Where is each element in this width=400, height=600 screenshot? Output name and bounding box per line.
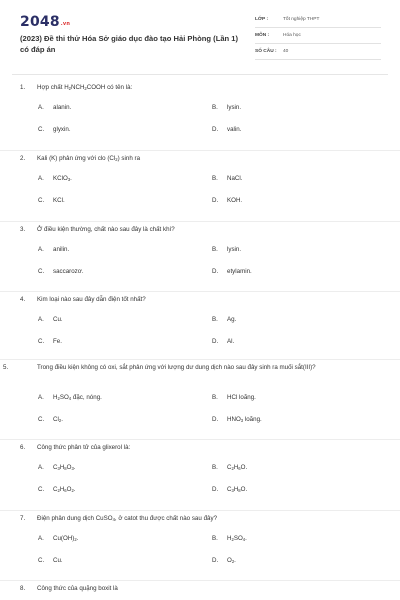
option-d[interactable] (212, 268, 252, 275)
option-b[interactable] (212, 246, 241, 253)
option-text: $C_3H_8O_3$. (53, 464, 76, 471)
option-text: etylamin. (227, 268, 252, 275)
question-6 (0, 440, 400, 511)
question-stem (20, 225, 380, 234)
option-letter: D. (212, 268, 219, 275)
option-text: KOH. (227, 197, 243, 204)
option-text: lysin. (227, 104, 242, 111)
option-letter: B. (212, 316, 218, 323)
option-letter: A. (38, 104, 44, 111)
option-b[interactable] (212, 464, 247, 471)
option-text: lysin. (227, 246, 242, 253)
option-b[interactable] (212, 394, 256, 401)
question-8 (0, 581, 400, 600)
option-b[interactable] (212, 316, 236, 323)
question-5 (0, 360, 400, 440)
option-c[interactable] (38, 268, 84, 275)
exam-meta (255, 14, 381, 62)
option-letter: A. (38, 246, 44, 253)
option-letter: A. (38, 175, 44, 182)
option-text: valin. (227, 126, 242, 133)
option-letter: A. (38, 464, 44, 471)
question-1 (0, 80, 400, 151)
question-text: Ở điều kiện thường, chất nào sau đây là chất khí? (37, 226, 175, 233)
option-text: $Cl_2$. (53, 416, 63, 423)
question-stem (20, 295, 380, 304)
option-a[interactable] (38, 316, 63, 323)
option-text: $H_2SO_4$. (227, 535, 247, 542)
option-letter: C. (38, 486, 45, 493)
logo-text: 2048 (20, 14, 60, 30)
option-letter: A. (38, 316, 44, 323)
option-letter: D. (212, 197, 219, 204)
question-text: Kim loại nào sau đây dẫn điện tốt nhất? (37, 296, 146, 303)
option-letter: C. (38, 126, 45, 133)
option-letter: B. (212, 394, 218, 401)
question-text: Điện phân dung dịch CuSO$_4$, ở catot thu được chất nào sau đây? (37, 515, 218, 522)
site-logo[interactable] (20, 14, 70, 30)
question-text: Kali (K) phản ứng với clo $(Cl_2)$ sinh ra (37, 155, 141, 162)
meta-row-subject (255, 30, 381, 44)
option-letter: B. (212, 535, 218, 542)
meta-row-count (255, 46, 381, 60)
question-2 (0, 151, 400, 222)
meta-label: SỐ CÂU : (255, 49, 277, 54)
option-letter: B. (212, 104, 218, 111)
option-text: $C_2H_6O_2$. (53, 486, 76, 493)
option-text: saccarozơ. (53, 268, 84, 275)
option-text: HCl loãng. (227, 394, 256, 401)
meta-value: Hóa học (283, 33, 301, 38)
option-text: NaCl. (227, 175, 243, 182)
option-letter: C. (38, 268, 45, 275)
option-d[interactable] (212, 557, 236, 564)
question-number: 4. (20, 296, 26, 303)
option-text: Cu. (53, 557, 63, 564)
option-d[interactable] (212, 126, 241, 133)
question-stem (20, 443, 380, 452)
option-letter: B. (212, 246, 218, 253)
option-text: $C_3H_8O$. (227, 486, 248, 493)
option-c[interactable] (38, 126, 71, 133)
option-letter: A. (38, 535, 44, 542)
option-text: anilin. (53, 246, 70, 253)
option-text: KCl. (53, 197, 65, 204)
option-text: $H_2SO_4$ đặc, nóng. (53, 394, 102, 401)
option-b[interactable] (212, 535, 247, 542)
logo-suffix: .vn (60, 21, 71, 27)
question-number: 5. (3, 364, 9, 371)
question-stem (20, 584, 380, 593)
meta-value: 40 (283, 49, 289, 54)
question-number: 3. (20, 226, 26, 233)
option-letter: C. (38, 416, 45, 423)
option-text: Al. (227, 338, 235, 345)
question-text: Hợp chất $H_2NCH_2COOH$ có tên là: (37, 84, 133, 91)
option-letter: C. (38, 557, 45, 564)
question-number: 7. (20, 515, 26, 522)
question-text: Trong điều kiện không có oxi, sắt phản ứng với lượng dư dung dịch nào sau đây sinh ra muối sắt(III)? (37, 364, 316, 371)
option-a[interactable] (38, 104, 71, 111)
option-letter: D. (212, 126, 219, 133)
question-number: 2. (20, 155, 26, 162)
option-c[interactable] (38, 416, 63, 423)
meta-label: LỚP : (255, 17, 269, 22)
option-text: Fe. (53, 338, 62, 345)
option-letter: D. (212, 416, 219, 423)
option-text: glyxin. (53, 126, 71, 133)
header-divider (12, 74, 388, 75)
option-a[interactable] (38, 246, 69, 253)
option-c[interactable] (38, 338, 62, 345)
document-title: (2023) Đề thi thử Hóa Sở giáo dục đào tạo Hải Phòng (Lần 1) có đáp án (20, 34, 239, 54)
meta-row-class (255, 14, 381, 28)
question-stem (3, 363, 380, 372)
option-letter: C. (38, 338, 45, 345)
question-text: Công thức phân tử của glixerol là: (37, 444, 131, 451)
option-text: $O_2$. (227, 557, 236, 564)
option-b[interactable] (212, 175, 242, 182)
option-text: $HNO_3$ loãng. (227, 416, 262, 423)
option-c[interactable] (38, 197, 65, 204)
option-text: KClO$_3$. (53, 175, 72, 182)
question-number: 6. (20, 444, 26, 451)
question-number: 1. (20, 84, 26, 91)
option-letter: A. (38, 394, 44, 401)
question-stem (20, 154, 380, 164)
meta-label: MÔN : (255, 33, 270, 38)
option-text: $Cu(OH)_2$. (53, 535, 79, 542)
option-c[interactable] (38, 557, 63, 564)
question-4 (0, 292, 400, 360)
option-a[interactable] (38, 175, 72, 182)
option-d[interactable] (212, 416, 262, 423)
option-letter: B. (212, 175, 218, 182)
option-a[interactable] (38, 464, 76, 471)
option-letter: D. (212, 338, 219, 345)
meta-value: Tốt nghiệp THPT (283, 17, 320, 22)
option-a[interactable] (38, 535, 78, 542)
option-d[interactable] (212, 486, 247, 493)
option-text: alanin. (53, 104, 72, 111)
option-letter: B. (212, 464, 218, 471)
option-b[interactable] (212, 104, 241, 111)
option-text: $C_2H_6O$. (227, 464, 248, 471)
question-3 (0, 222, 400, 292)
question-number: 8. (20, 585, 26, 592)
question-text: Công thức của quặng boxit là (37, 585, 118, 592)
option-letter: D. (212, 486, 219, 493)
question-7 (0, 511, 400, 581)
option-a[interactable] (38, 394, 102, 401)
option-d[interactable] (212, 338, 234, 345)
option-letter: D. (212, 557, 219, 564)
option-d[interactable] (212, 197, 242, 204)
question-list (0, 80, 400, 600)
option-text: Cu. (53, 316, 63, 323)
option-letter: C. (38, 197, 45, 204)
option-text: Ag. (227, 316, 237, 323)
question-stem (20, 83, 380, 93)
option-c[interactable] (38, 486, 76, 493)
document-header (0, 0, 400, 78)
question-stem (20, 514, 380, 524)
